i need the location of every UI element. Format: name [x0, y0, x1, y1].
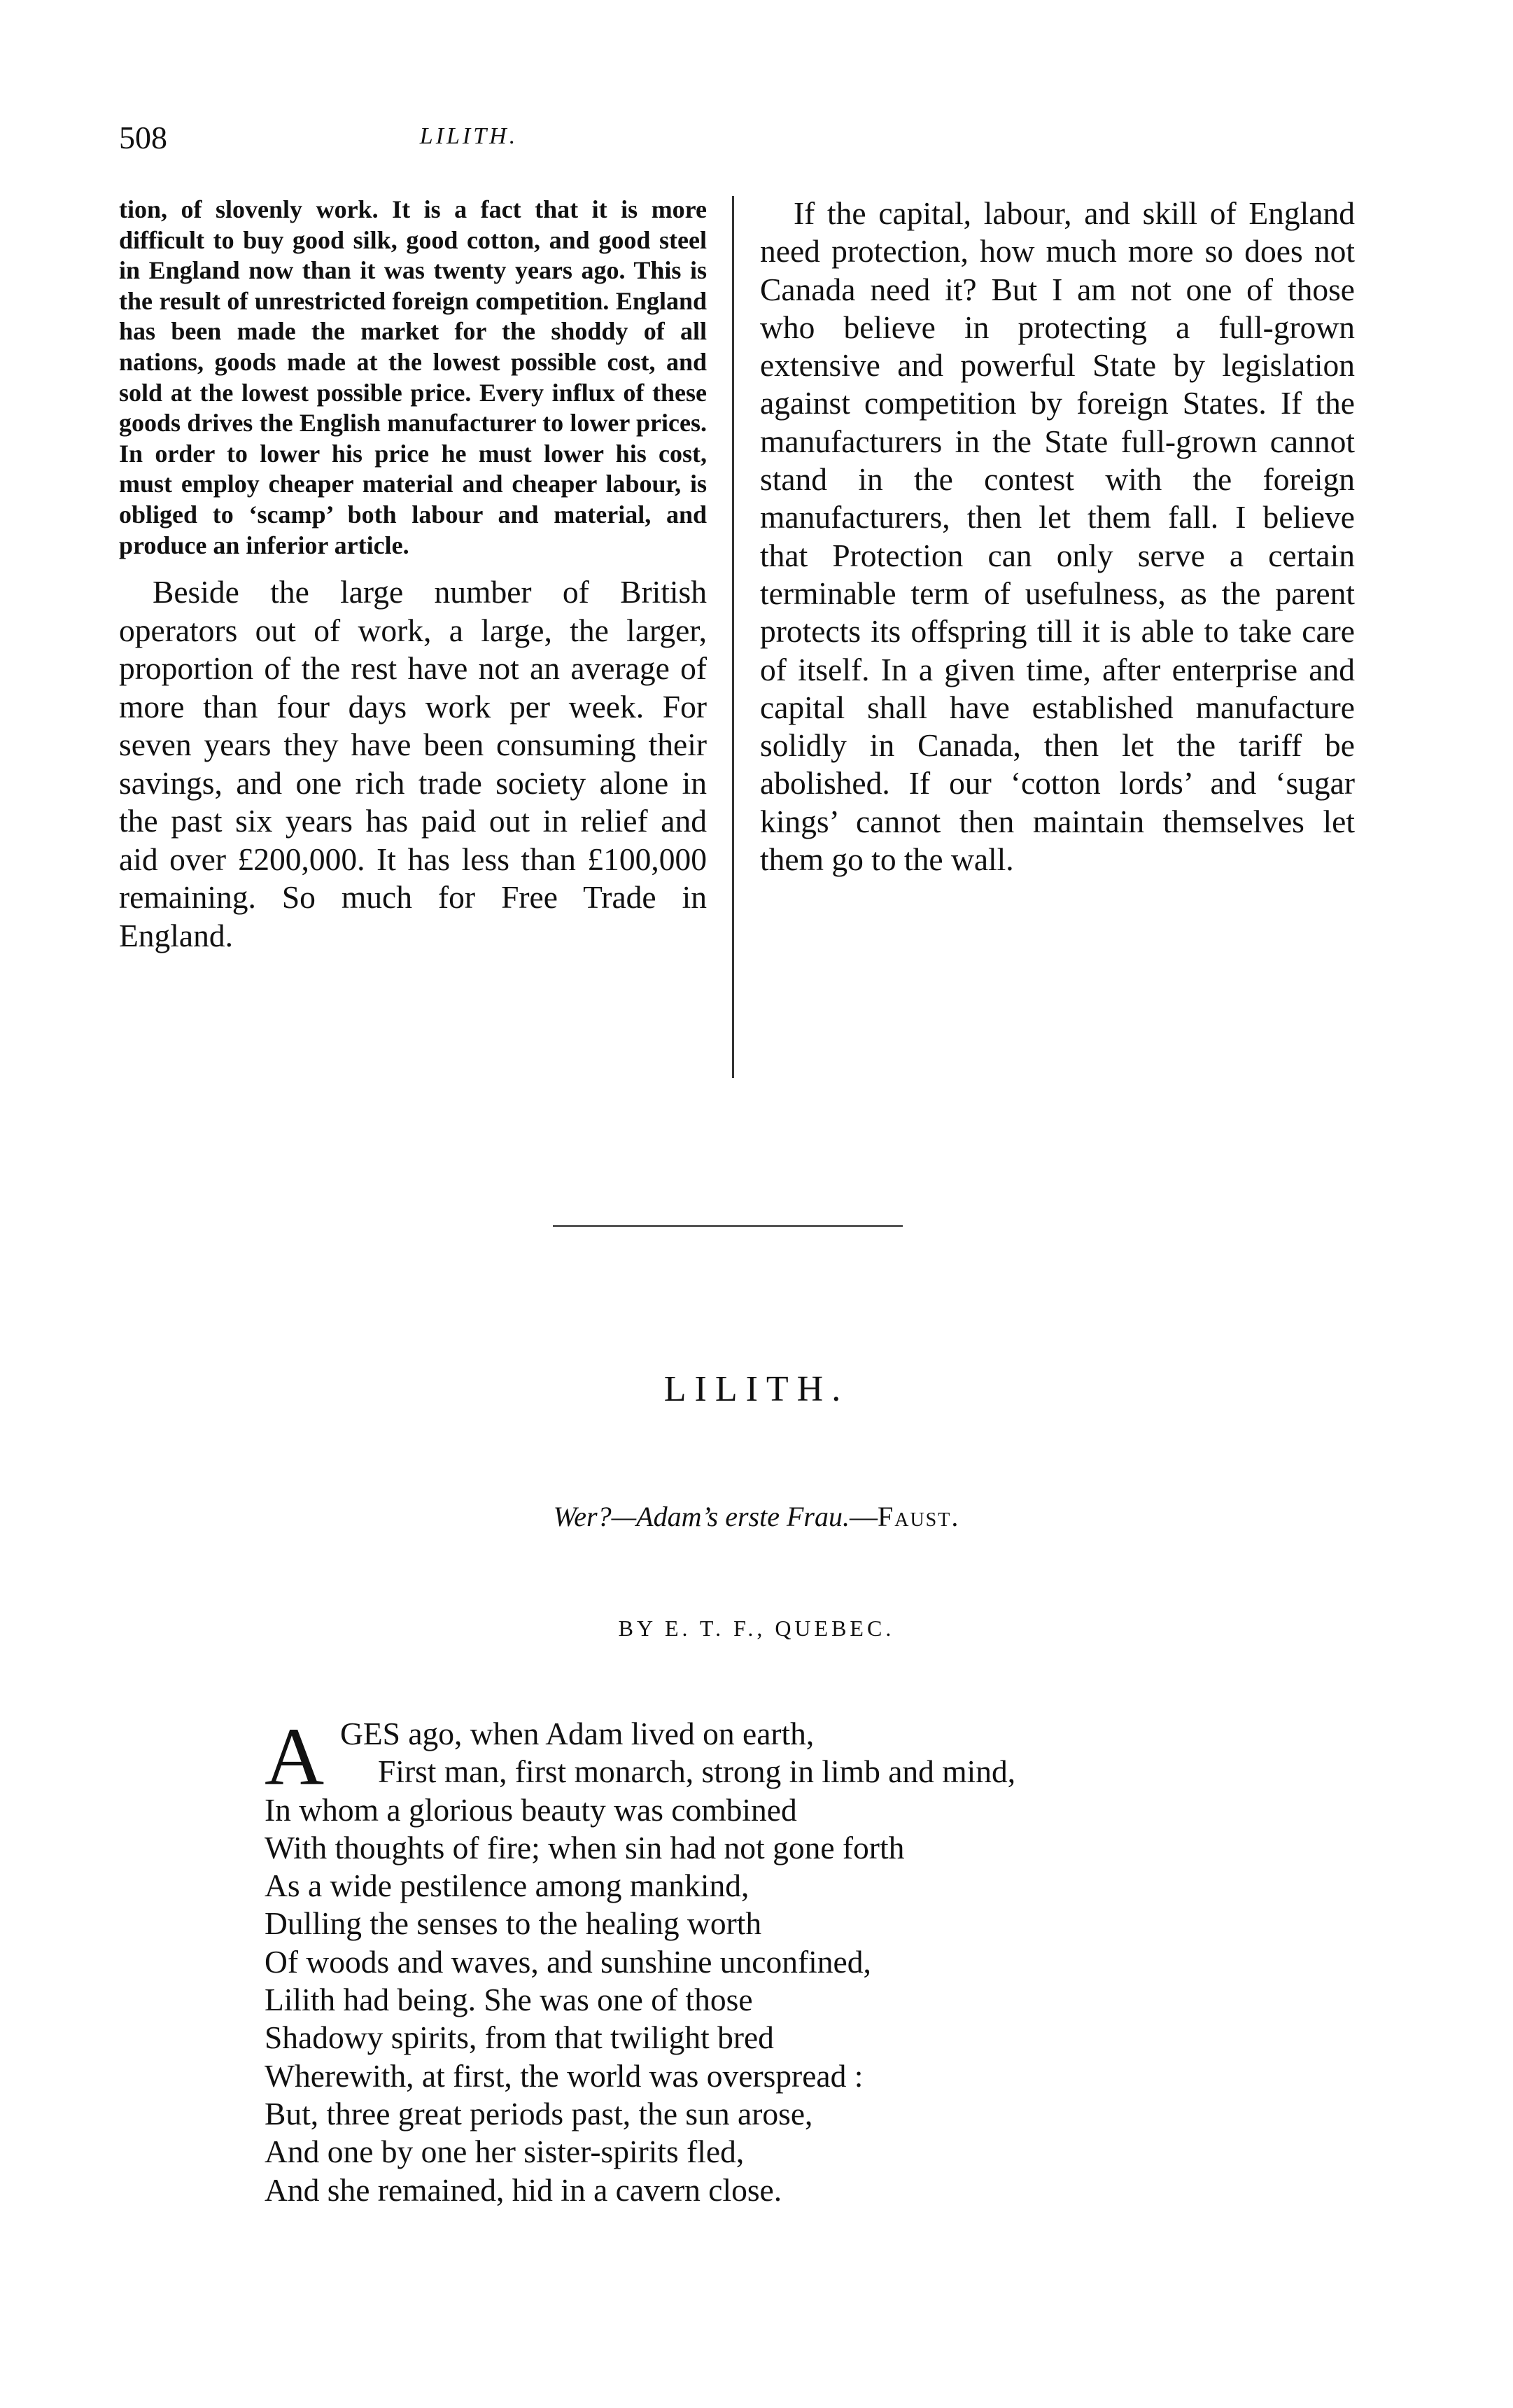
poem-line: Wherewith, at first, the world was overspread :	[265, 2057, 864, 2094]
poem-line: With thoughts of fire; when sin had not gone forth	[265, 1829, 905, 1865]
poem-line: Of woods and waves, and sunshine unconfined,	[265, 1943, 871, 1980]
epigraph-source: Faust.	[877, 1501, 960, 1532]
section-separator	[553, 1225, 903, 1227]
byline: BY E. T. F., QUEBEC.	[618, 1616, 895, 1641]
poem-line: GES ago, when Adam lived on earth,	[340, 1716, 815, 1751]
poem-line: In whom a glorious beauty was combined	[265, 1791, 797, 1828]
epigraph	[0, 1500, 1513, 1533]
left-column-small-paragraph: tion, of slovenly work. It is a fact that it is more difficult to buy good silk, good cotton, and good steel in England now than it was twenty years ago. This is the result of unrestricted foreign competition. England has been made the market for the shoddy of all nations, goods made at the lowest possible cost, and sold at the lowest possible price. Every influx of these goods drives the English manufacturer to lower prices. In order to lower his price he must lower his cost, must employ cheaper material and cheaper labour, is obliged to ‘scamp’ both labour and material, and produce an inferior article.	[119, 195, 707, 559]
poem-line: As a wide pestilence among mankind,	[265, 1868, 750, 1904]
running-header	[119, 119, 819, 168]
poem-line: And one by one her sister-spirits fled,	[265, 2134, 745, 2170]
poem-line: Dulling the senses to the healing worth	[265, 1905, 762, 1942]
poem-line: And she remained, hid in a cavern close.	[265, 2171, 782, 2208]
poem-line: But, three great periods past, the sun arose,	[265, 2095, 813, 2132]
running-title: LILITH.	[419, 123, 519, 149]
poem-line: Lilith had being. She was one of those	[265, 1982, 753, 2018]
epigraph-dash: —	[849, 1501, 878, 1532]
column-divider	[732, 196, 734, 1078]
drop-cap: A	[265, 1711, 325, 1802]
poem-line: First man, first monarch, strong in limb and mind,	[378, 1754, 1016, 1790]
poem-title: LILITH.	[663, 1369, 850, 1409]
epigraph-quote: Wer?—Adam’s erste Frau.	[553, 1501, 850, 1532]
page-number: 508	[119, 120, 167, 155]
right-column-paragraph: If the capital, labour, and skill of England need protection, how much more so does not Canada need it? But I am not one of those who believe in protecting a full-grown extensive and powerful State by legislation against competition by foreign States. If the manufacturers in the State full-grown cannot stand in the contest with the foreign manufacturers, then let them fall. I believe that Protection can only serve a certain terminable term of usefulness, as the parent protects its offspring till it is able to take care of itself. In a given time, after enterprise and capital shall have established manufacture solidly in Canada, then let the tariff be abolished. If our ‘cotton lords’ and ‘sugar kings’ cannot then maintain themselves let them go to the wall.	[760, 195, 1355, 878]
poem-line: Shadowy spirits, from that twilight bred	[265, 2019, 774, 2056]
poem-body	[265, 1711, 1244, 2209]
left-column	[119, 195, 707, 955]
right-column	[760, 195, 1355, 878]
left-column-paragraph: Beside the large number of British operators out of work, a large, the larger, proportion of the rest have not an average of more than four days work per week. For seven years they have been consuming their savings, and one rich trade society alone in the past six years has paid out in relief and aid over £200,000. It has less than £100,000 remaining. So much for Free Trade in England.	[119, 574, 707, 953]
